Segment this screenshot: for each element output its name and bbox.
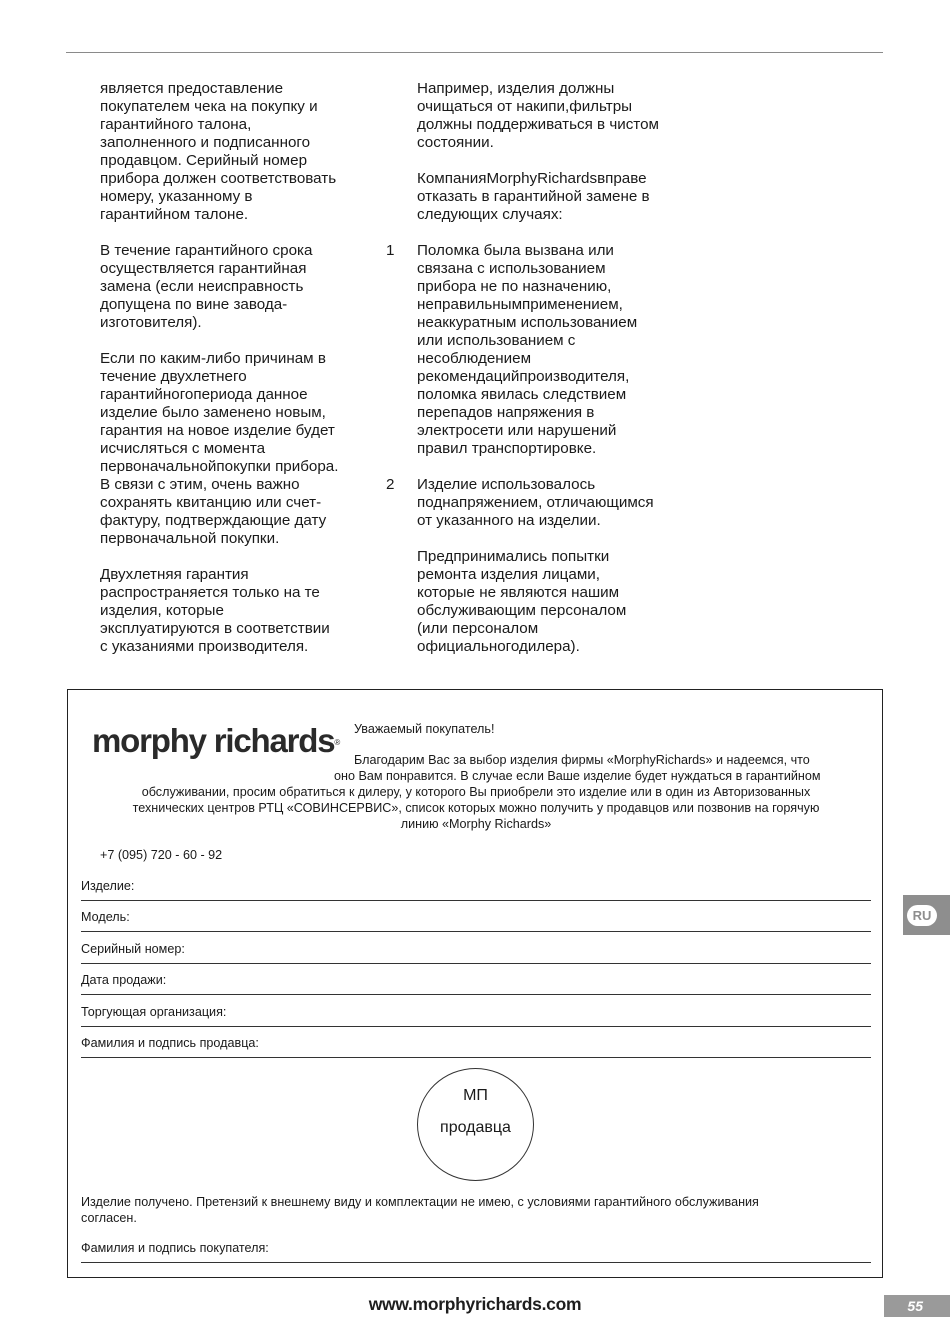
stamp-label-2: продавца [440, 1119, 511, 1136]
left-paragraph-1: является предоставление покупателем чека на покупку и гарантийного талона, заполненного и подписанного продавцом. Серийный номер прибора должен соответствовать номеру, указанному в гарантийном талоне. [100, 80, 337, 223]
left-column [100, 80, 370, 674]
right-paragraph-2: КомпанияMorphyRichardsвправе отказать в гарантийной замене в следующих случаях: [417, 170, 650, 223]
field-seller-signature[interactable]: Фамилия и подпись продавца: [81, 1035, 871, 1058]
seller-stamp-circle [417, 1068, 534, 1181]
greeting: Уважаемый покупатель! [354, 722, 495, 736]
page-number: 55 [884, 1295, 950, 1317]
numbered-item-1 [386, 242, 706, 458]
top-rule [66, 52, 883, 53]
hotline-phone: +7 (095) 720 - 60 - 92 [100, 848, 223, 862]
field-sale-date[interactable]: Дата продажи: [81, 972, 871, 995]
body-rest: обслуживании, просим обратиться к дилеру, у которого Вы приобрели это изделие или в один из Авторизованных технических центров РТЦ «СОВИНСЕРВИС», список которых можно получить у продавцов или позвонив на горячую линию «Morphy Richards» [132, 785, 820, 831]
right-paragraph-3: Предпринимались попытки ремонта изделия лицами, которые не являются нашим обслуживающим персоналом (или персоналом официальногодилера). [417, 548, 627, 655]
field-serial-number[interactable]: Серийный номер: [81, 941, 871, 964]
right-column [386, 80, 706, 674]
receipt-statement: Изделие получено. Претензий к внешнему виду и комплектации не имею, с условиями гарантийного обслуживания согласен. [81, 1195, 759, 1225]
item-text: Поломка была вызвана или связана с использованием прибора не по назначению, неправильнымприменением, неаккуратным использованием или использованием с несоблюдением рекомендацийпроизводителя, поломка явилась следствием перепадов напряжения в электросети или нарушений правил транспортировке. [417, 242, 638, 457]
item-text: Изделие использовалось поднапряжением, отличающимся от указанного на изделии. [417, 476, 654, 529]
logo-text: morphy richards [92, 722, 335, 759]
language-badge: RU [907, 905, 937, 926]
body-line-2: оно Вам понравится. В случае если Ваше изделие будет нуждаться в гарантийном [334, 769, 821, 783]
numbered-item-2 [386, 476, 706, 530]
field-trading-organization[interactable]: Торгующая организация: [81, 1004, 871, 1027]
body-line-1: Благодарим Вас за выбор изделия фирмы «MorphyRichards» и надеемся, что [354, 753, 810, 767]
right-paragraph-1: Например, изделия должны очищаться от накипи,фильтры должны поддерживаться в чистом состоянии. [417, 80, 659, 151]
website-url[interactable]: www.morphyrichards.com [368, 1294, 582, 1314]
item-number: 1 [386, 242, 395, 259]
field-product[interactable]: Изделие: [81, 878, 871, 901]
left-paragraph-4: Двухлетняя гарантия распространяется только на те изделия, которые эксплуатируются в соответствии с указаниями производителя. [100, 566, 330, 655]
brand-logo [92, 722, 339, 760]
registered-mark: ® [334, 738, 340, 747]
left-paragraph-2: В течение гарантийного срока осуществляется гарантийная замена (если неисправность допущена по вине завода- изготовителя). [100, 242, 313, 331]
left-paragraph-3: Если по каким-либо причинам в течение двухлетнего гарантийногопериода данное изделие было заменено новым, гарантия на новое изделие будет исчисляться с момента первоначальнойпокупки прибора. В связи с этим, очень важно сохранять квитанцию или счет- фактуру, подтверждающие дату первоначальной покупки. [100, 350, 339, 547]
stamp-label-1: МП [463, 1087, 488, 1104]
field-buyer-signature[interactable]: Фамилия и подпись покупателя: [81, 1240, 871, 1263]
item-number: 2 [386, 476, 395, 493]
field-model[interactable]: Модель: [81, 909, 871, 932]
